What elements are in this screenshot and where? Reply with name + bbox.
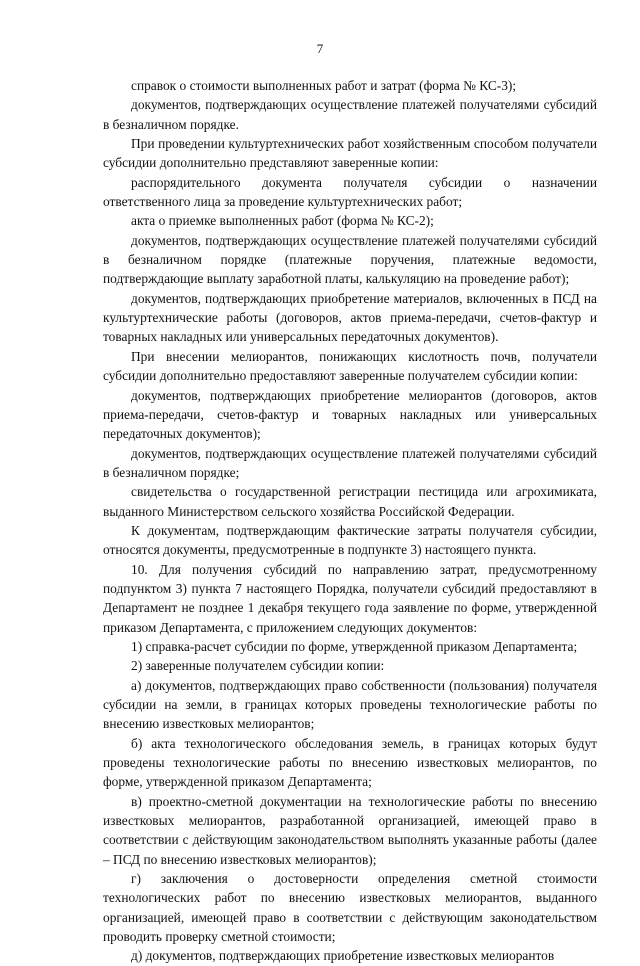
page-number: 7 [316,41,324,56]
paragraph: документов, подтверждающих осуществление платежей получателями субсидий в безналичном порядке (платежные поручения, платежные ведомости, подтверждающие выплату заработной платы, калькуляцию на проведение работ); [103,232,597,287]
paragraph: свидетельства о государственной регистрации пестицида или агрохимиката, выданного Министерством сельского хозяйства Российской Федерации. [103,484,597,519]
paragraph: При внесении мелиорантов, понижающих кислотность почв, получатели субсидии дополнительно предоставляют заверенные получателем субсидии копии: [103,348,597,384]
paragraph: справок о стоимости выполненных работ и затрат (форма № КС-3); [131,78,517,93]
paragraph: акта о приемке выполненных работ (форма № КС-2); [131,213,434,229]
paragraph: д) документов, подтверждающих приобретение известковых мелиорантов [131,948,555,964]
paragraph: документов, подтверждающих осуществление платежей получателями субсидий в безналичном порядке; [103,445,597,480]
document-body [103,76,597,966]
paragraph: документов, подтверждающих осуществление платежей получателями субсидий в безналичном порядке. [103,97,597,132]
paragraph: в) проектно-сметной документации на технологические работы по внесению известковых мелиорантов, разработанной организацией, имеющей право в соответствии с действующим законодательством выполнять указанные работы (далее – ПСД по внесению известковых мелиорантов); [103,793,597,867]
paragraph: документов, подтверждающих приобретение мелиорантов (договоров, актов приема-передачи, счетов-фактур и товарных накладных или универсальных передаточных документов); [103,387,597,442]
paragraph: б) акта технологического обследования земель, в границах которых будут проведены технологические работы по внесению известковых мелиорантов, по форме, утвержденной приказом Департамента; [103,735,597,790]
paragraph: При проведении культуртехнических работ хозяйственным способом получатели субсидии дополнительно представляют заверенные копии: [103,136,597,171]
paragraph: г) заключения о достоверности определения сметной стоимости технологических работ по внесению известковых мелиорантов, выданного организацией, имеющей право в соответствии с действующим законодательством проводить проверку сметной стоимости; [103,871,597,945]
paragraph: распорядительного документа получателя субсидии о назначении ответственного лица за проведение культуртехнических работ; [103,174,597,210]
paragraph: 2) заверенные получателем субсидии копии: [131,658,385,674]
paragraph: К документам, подтверждающим фактические затраты получателя субсидии, относятся документы, предусмотренные в подпункте 3) настоящего пункта. [103,522,597,558]
paragraph: а) документов, подтверждающих право собственности (пользования) получателя субсидии на земли, в границах которых проведены технологические работы по внесению известковых мелиорантов; [103,677,597,732]
paragraph: 1) справка-расчет субсидии по форме, утвержденной приказом Департамента; [131,638,578,654]
paragraph: 10. Для получения субсидий по направлению затрат, предусмотренному подпунктом 3) пункта 7 настоящего Порядка, получатели субсидий предоставляют в Департамент не позднее 1 декабря текущего года заявление по форме, утвержденной приказом Департамента, с приложением следующих документов: [103,561,597,635]
paragraph: документов, подтверждающих приобретение материалов, включенных в ПСД на культуртехнические работы (договоров, актов приема-передачи, счетов-фактур и товарных накладных или универсальных передаточных документов). [103,290,597,345]
